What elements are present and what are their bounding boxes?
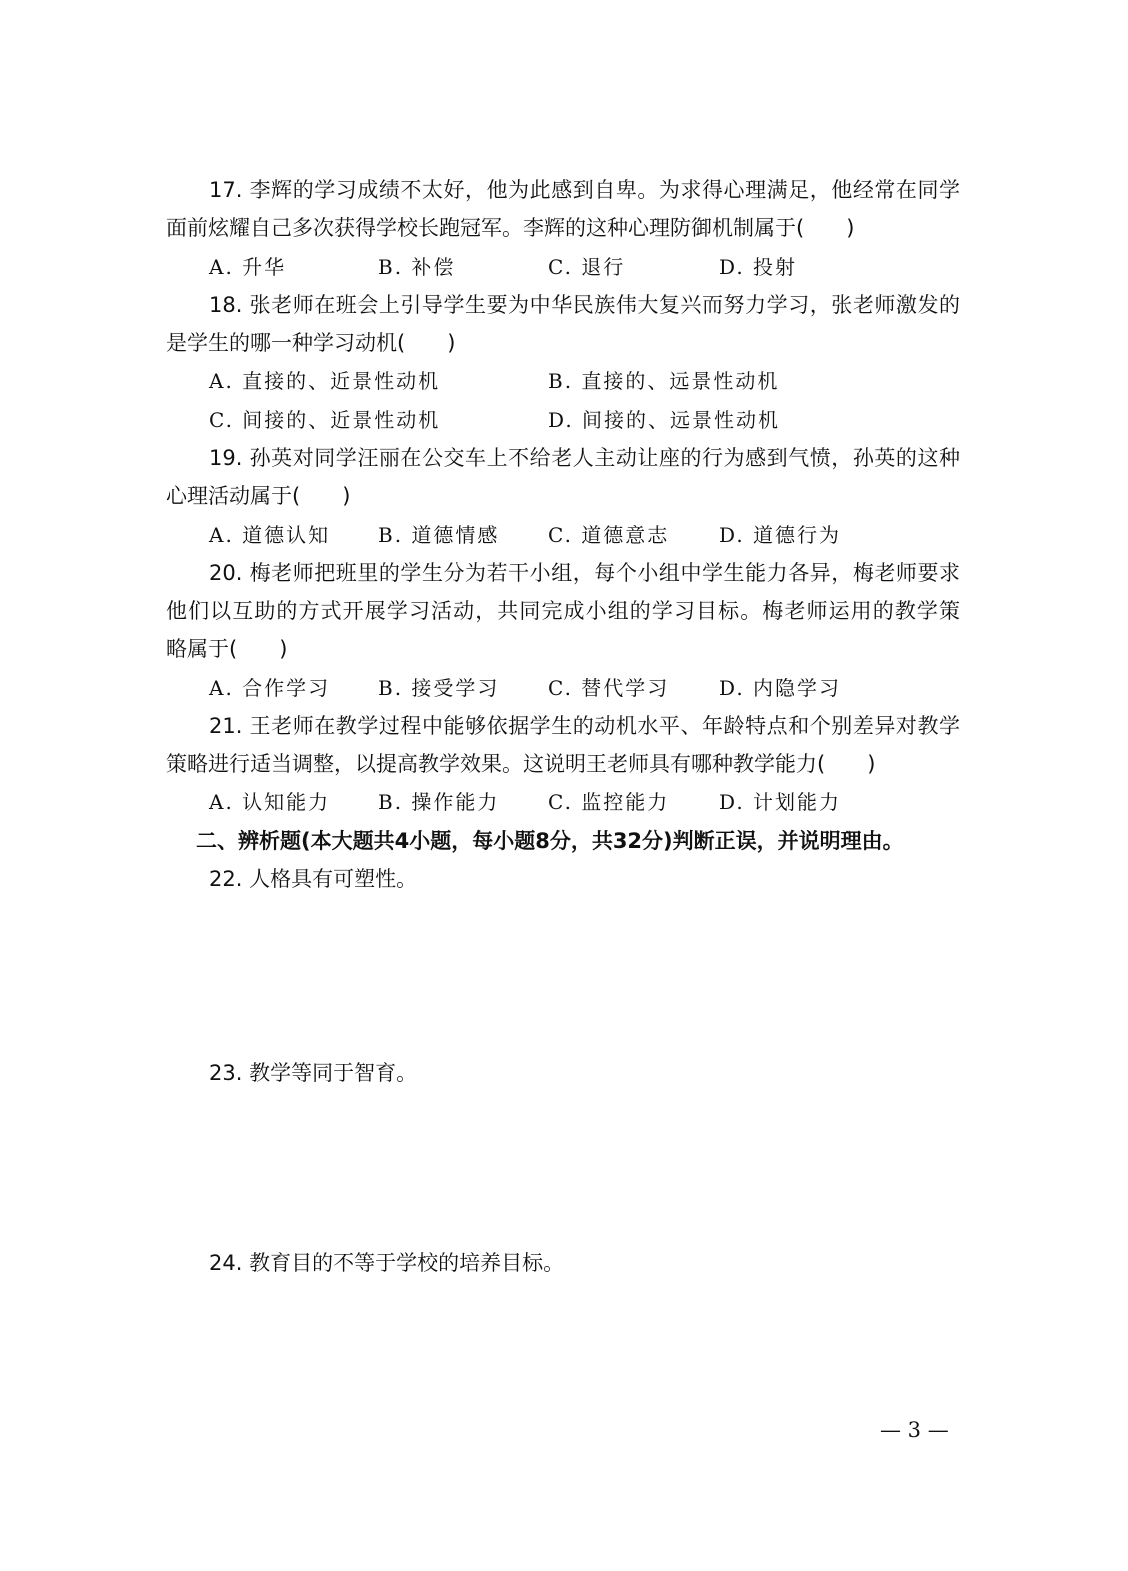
option-d: D. 道德行为 [719, 523, 842, 547]
question-text: 是学生的哪一种学习动机( ) [166, 331, 456, 355]
question-22: 22. 人格具有可塑性。 [209, 867, 418, 891]
section-heading: 二、辨析题(本大题共4小题，每小题8分，共32分)判断正误，并说明理由。 [196, 829, 904, 853]
option-a: A. 升华 [209, 255, 287, 279]
question-text: 策略进行适当调整，以提高教学效果。这说明王老师具有哪种教学能力( ) [166, 752, 876, 776]
question-23: 23. 教学等同于智育。 [209, 1061, 418, 1085]
option-b: B. 接受学习 [378, 676, 500, 700]
question-text: 19. 孙英对同学汪丽在公交车上不给老人主动让座的行为感到气愤，孙英的这种 [209, 446, 960, 470]
option-c: C. 退行 [548, 255, 626, 279]
option-d: D. 间接的、远景性动机 [548, 408, 781, 432]
option-c: C. 间接的、近景性动机 [209, 408, 441, 432]
question-text: 21. 王老师在教学过程中能够依据学生的动机水平、年龄特点和个别差异对教学 [209, 714, 960, 738]
option-a: A. 认知能力 [209, 790, 331, 814]
option-b: B. 补偿 [378, 255, 456, 279]
option-d: D. 内隐学习 [719, 676, 842, 700]
option-d: D. 计划能力 [719, 790, 842, 814]
option-b: B. 操作能力 [378, 790, 500, 814]
option-b: B. 直接的、远景性动机 [548, 369, 780, 393]
question-text: 心理活动属于( ) [166, 484, 351, 508]
option-c: C. 替代学习 [548, 676, 670, 700]
option-d: D. 投射 [719, 255, 798, 279]
option-a: A. 合作学习 [209, 676, 331, 700]
option-c: C. 监控能力 [548, 790, 670, 814]
option-a: A. 道德认知 [209, 523, 331, 547]
question-text: 20. 梅老师把班里的学生分为若干小组，每个小组中学生能力各异，梅老师要求 [209, 561, 960, 585]
question-text: 面前炫耀自己多次获得学校长跑冠军。李辉的这种心理防御机制属于( ) [166, 216, 855, 240]
question-24: 24. 教育目的不等于学校的培养目标。 [209, 1251, 565, 1275]
option-b: B. 道德情感 [378, 523, 500, 547]
question-text: 他们以互助的方式开展学习活动，共同完成小组的学习目标。梅老师运用的教学策 [166, 599, 960, 623]
option-a: A. 直接的、近景性动机 [209, 369, 441, 393]
page-number: — 3 — [880, 1418, 949, 1442]
option-c: C. 道德意志 [548, 523, 670, 547]
question-text: 18. 张老师在班会上引导学生要为中华民族伟大复兴而努力学习，张老师激发的 [209, 293, 960, 317]
question-text: 略属于( ) [166, 637, 288, 661]
question-text: 17. 李辉的学习成绩不太好，他为此感到自卑。为求得心理满足，他经常在同学 [209, 178, 960, 202]
